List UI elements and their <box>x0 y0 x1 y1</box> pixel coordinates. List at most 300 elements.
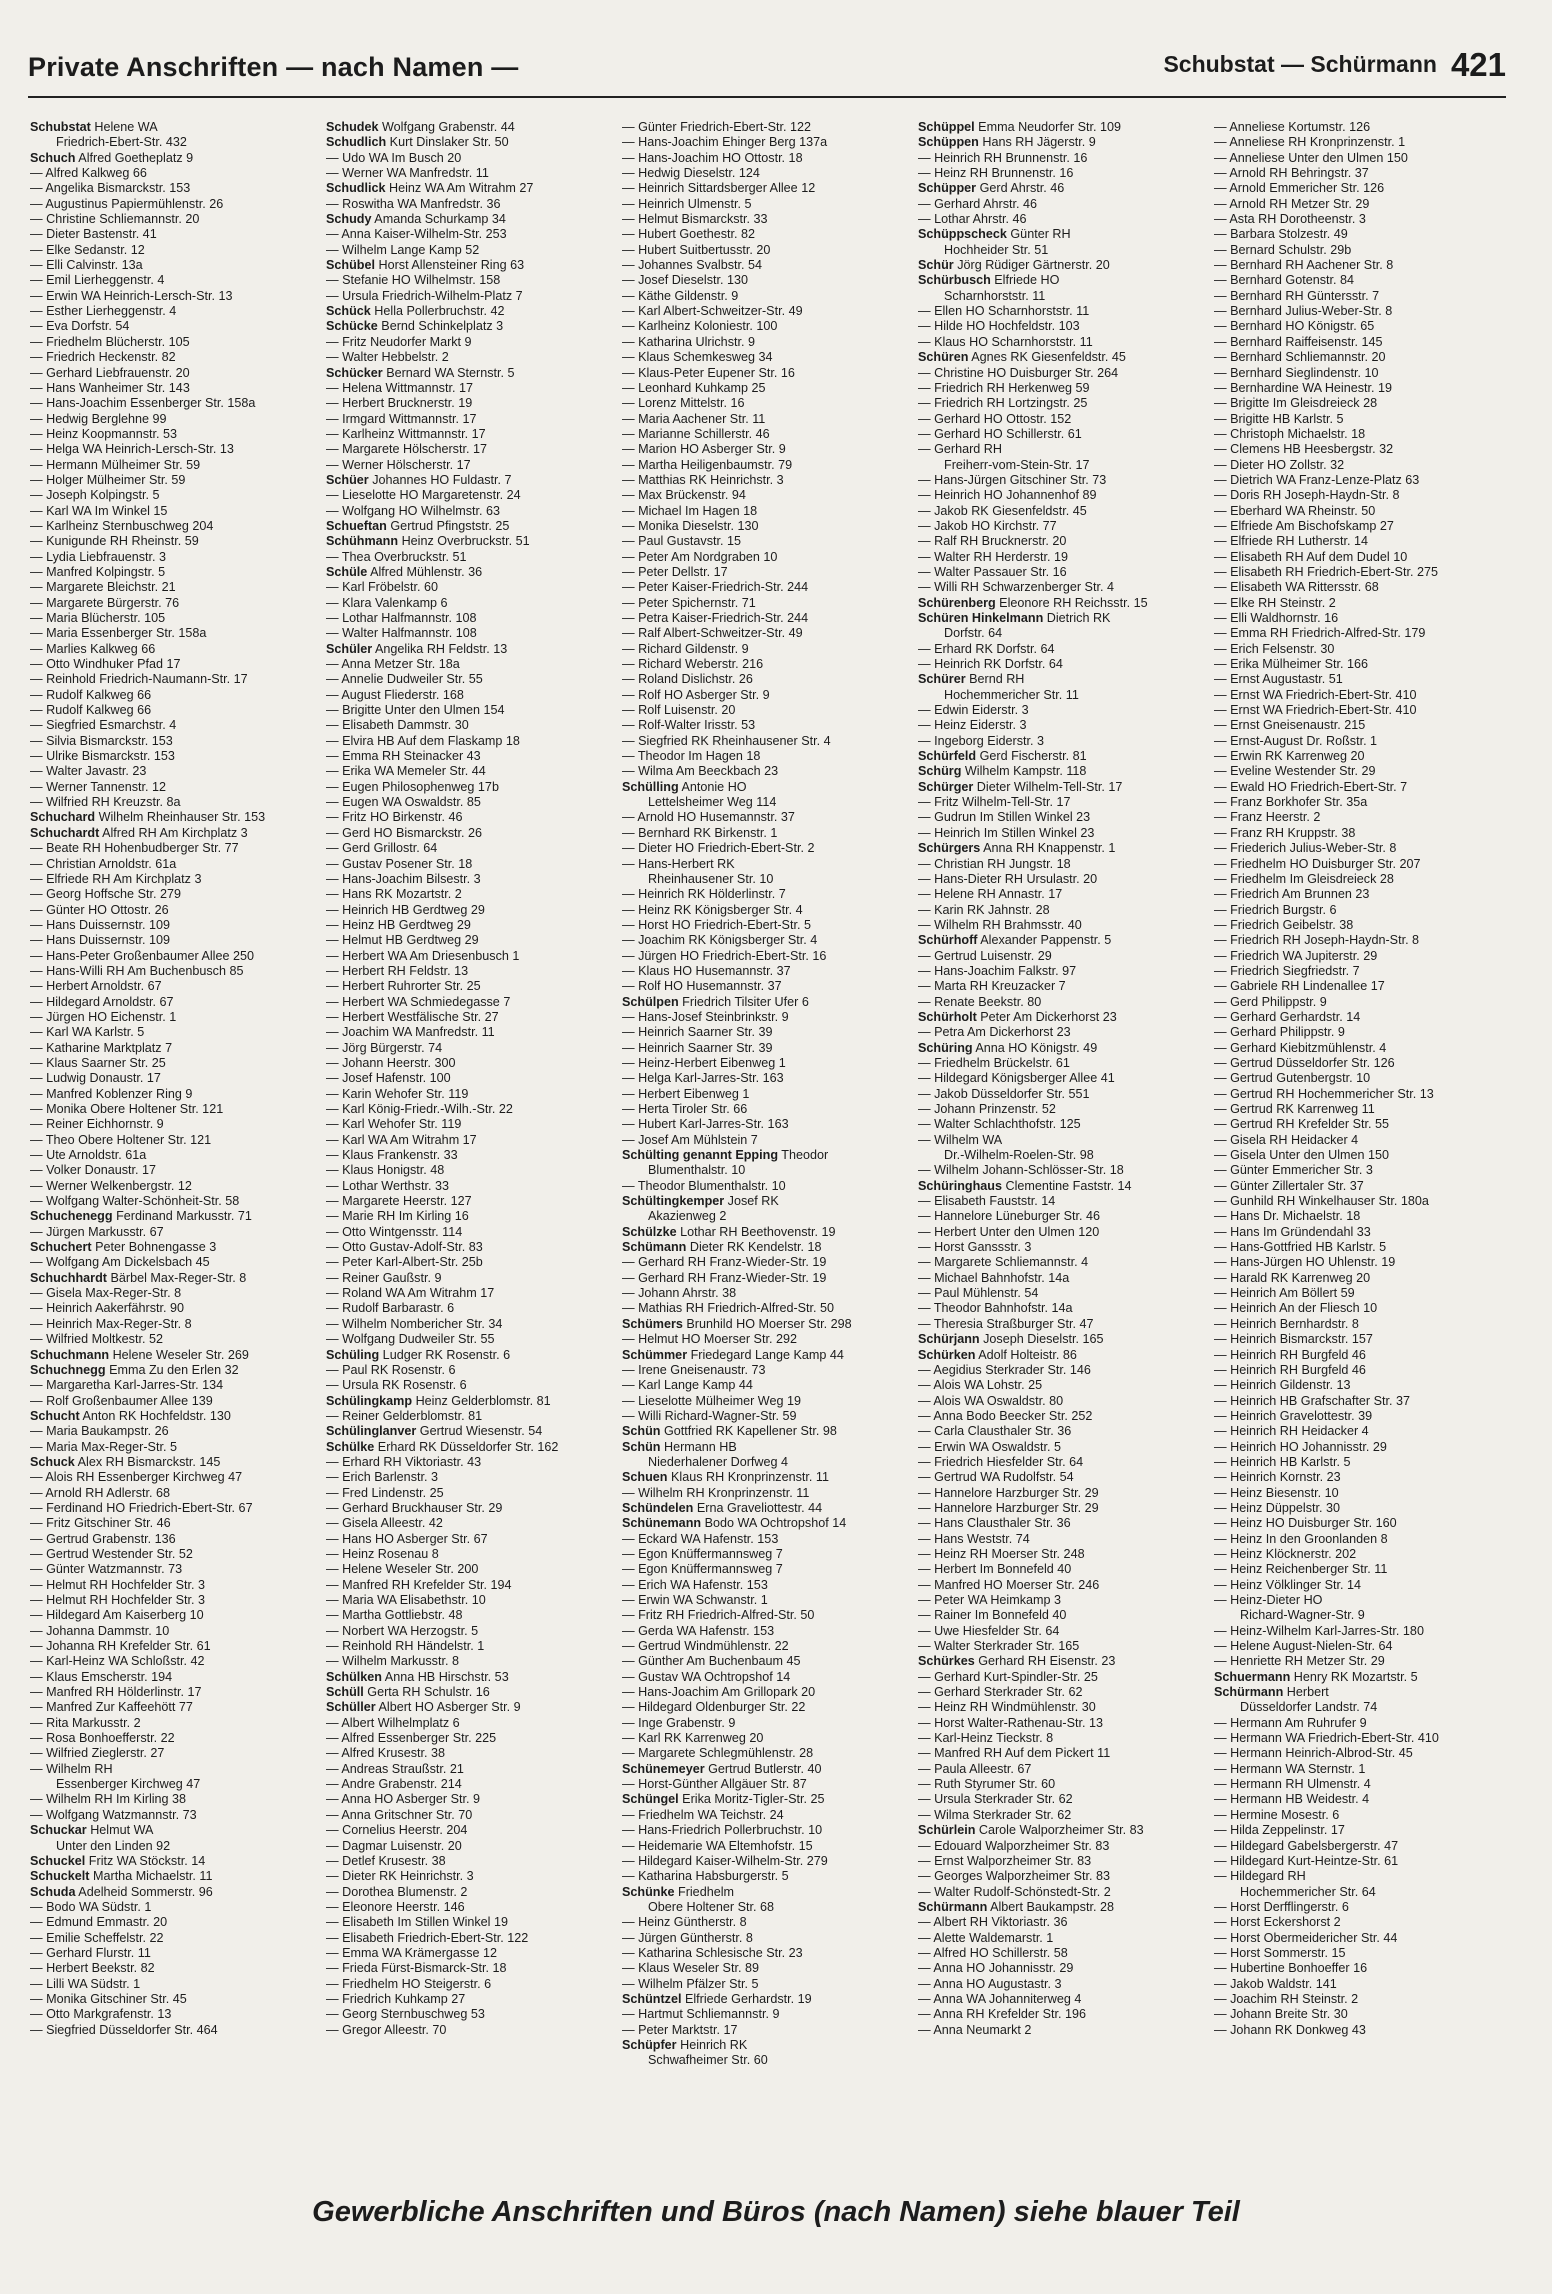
directory-entry <box>918 964 1214 979</box>
entry-text: — Friedrich RH Lortzingstr. 25 <box>918 396 1088 411</box>
entry-text: — Eva Dorfstr. 54 <box>30 319 130 334</box>
directory-entry <box>622 227 918 242</box>
entry-text: — Hans-Friedrich Pollerbruchstr. 10 <box>622 1823 823 1838</box>
directory-entry <box>326 1163 622 1178</box>
entry-text: — Hilda Zeppelinstr. 17 <box>1214 1823 1345 1838</box>
directory-entry <box>622 1025 918 1040</box>
entry-text: — Elli Calvinstr. 13a <box>30 258 143 273</box>
entry-text: — Anna Metzer Str. 18a <box>326 657 460 672</box>
entry-text: — Heinz Rosenau 8 <box>326 1546 439 1561</box>
entry-text: Erna Graveliottestr. 44 <box>693 1500 823 1515</box>
entry-text: — Walter Passauer Str. 16 <box>918 564 1067 579</box>
entry-text: — Jürgen Markusstr. 67 <box>30 1224 164 1239</box>
entry-text: Hella Pollerbruchstr. 42 <box>370 304 505 319</box>
entry-text: — Hermann HB Weidestr. 4 <box>1214 1792 1370 1807</box>
directory-entry <box>1214 1209 1510 1224</box>
directory-entry <box>326 1839 622 1854</box>
directory-entry <box>30 1409 326 1424</box>
entry-text: — Anna RH Krefelder Str. 196 <box>918 2007 1087 2022</box>
directory-entry <box>30 550 326 565</box>
entry-text: — Lieselotte HO Margaretenstr. 24 <box>326 488 521 503</box>
directory-entry <box>30 1654 326 1669</box>
entry-text: Bernd Schinkelplatz 3 <box>377 319 504 334</box>
directory-entry <box>622 1010 918 1025</box>
entry-text: — Monika Gitschiner Str. 45 <box>30 1991 187 2006</box>
entry-text: — Friedrich WA Jupiterstr. 29 <box>1214 948 1378 963</box>
entry-text: — Werner WA Manfredstr. 11 <box>326 166 489 181</box>
directory-entry <box>918 626 1214 641</box>
entry-text: — Gerhard RH Franz-Wieder-Str. 19 <box>622 1255 827 1270</box>
directory-entry <box>30 1501 326 1516</box>
entry-text: — Hubert Karl-Jarres-Str. 163 <box>622 1117 789 1132</box>
entry-text: — Erika WA Memeler Str. 44 <box>326 764 486 779</box>
entry-text: — Günther Am Buchenbaum 45 <box>622 1654 801 1669</box>
page-title: Private Anschriften — nach Namen — <box>28 52 519 82</box>
entry-text: — Udo WA Im Busch 20 <box>326 150 462 165</box>
entry-text: Helene Weseler Str. 269 <box>109 1347 249 1362</box>
entry-text: — Anna Bodo Beecker Str. 252 <box>918 1408 1093 1423</box>
directory-entry <box>622 1654 918 1669</box>
directory-entry <box>918 396 1214 411</box>
directory-entry <box>1214 181 1510 196</box>
entry-text: — Ernst Augustastr. 51 <box>1214 672 1343 687</box>
directory-entry <box>622 488 918 503</box>
entry-text: — Theresia Straßburger Str. 47 <box>918 1316 1094 1331</box>
entry-text: Heinz WA Am Witrahm 27 <box>385 181 534 196</box>
entry-text: Heinrich RK <box>676 2037 748 2052</box>
directory-entry <box>326 504 622 519</box>
directory-entry <box>918 1777 1214 1792</box>
directory-entry <box>918 1102 1214 1117</box>
entry-text: — Reinhold Friedrich-Naumann-Str. 17 <box>30 672 248 687</box>
entry-text: — Erwin WA Oswaldstr. 5 <box>918 1439 1061 1454</box>
surname: Schülinglanver <box>326 1424 417 1439</box>
directory-entry <box>30 1025 326 1040</box>
entry-text: — Wilhelm RH Im Kirling 38 <box>30 1792 187 1807</box>
directory-entry <box>30 1961 326 1976</box>
surname: Schüren Hinkelmann <box>918 611 1044 625</box>
directory-entry <box>326 1348 622 1363</box>
entry-text: — Eugen WA Oswaldstr. 85 <box>326 795 481 810</box>
entry-text: — Jörg Bürgerstr. 74 <box>326 1040 443 1055</box>
entry-text: — Arnold Emmericher Str. 126 <box>1214 181 1385 196</box>
directory-entry <box>1214 596 1510 611</box>
directory-entry <box>622 1977 918 1992</box>
directory-entry <box>326 366 622 381</box>
directory-entry <box>1214 1593 1510 1608</box>
directory-entry <box>326 688 622 703</box>
directory-entry <box>326 872 622 887</box>
directory-entry <box>30 381 326 396</box>
directory-entry <box>918 841 1214 856</box>
entry-text: Friedegard Lange Kamp 44 <box>687 1347 844 1362</box>
directory-entry <box>30 1240 326 1255</box>
entry-text: — Christian Arnoldstr. 61a <box>30 856 177 871</box>
entry-text: — Herta Tiroler Str. 66 <box>622 1102 748 1116</box>
surname: Schüppel <box>918 120 975 134</box>
directory-entry <box>1214 243 1510 258</box>
entry-text: — Lydia Liebfrauenstr. 3 <box>30 549 167 564</box>
directory-entry <box>622 319 918 334</box>
directory-entry <box>326 949 622 964</box>
directory-entry <box>30 887 326 902</box>
directory-entry <box>622 1915 918 1930</box>
directory-entry <box>1214 550 1510 565</box>
directory-entry <box>30 626 326 641</box>
directory-entry <box>622 1946 918 1961</box>
directory-entry <box>622 1839 918 1854</box>
directory-entry <box>30 918 326 933</box>
entry-text: — Wilhelm Lange Kamp 52 <box>326 242 480 257</box>
entry-text: — Margaretha Karl-Jarres-Str. 134 <box>30 1378 224 1393</box>
directory-entry <box>326 1117 622 1132</box>
entry-text: — Hans-Jürgen HO Uhlenstr. 19 <box>1214 1255 1396 1270</box>
directory-entry <box>30 1317 326 1332</box>
entry-text: — Inge Grabenstr. 9 <box>622 1715 736 1730</box>
directory-entry <box>918 826 1214 841</box>
entry-text: — Georges Walporzheimer Str. 83 <box>918 1869 1111 1884</box>
directory-entry <box>622 1869 918 1884</box>
entry-text: — Wolfgang Am Dickelsbach 45 <box>30 1255 210 1270</box>
entry-text: — Johannes Svalbstr. 54 <box>622 258 763 273</box>
surname: Schuchenegg <box>30 1209 113 1224</box>
entry-text: — Fritz Neudorfer Markt 9 <box>326 334 472 349</box>
directory-entry <box>1214 1670 1510 1685</box>
directory-entry <box>1214 1301 1510 1316</box>
directory-entry <box>30 1102 326 1117</box>
entry-text: Heinz Overbruckstr. 51 <box>398 534 530 549</box>
entry-text: — Roswitha WA Manfredstr. 36 <box>326 196 501 211</box>
directory-entry <box>30 1808 326 1823</box>
directory-entry <box>918 1547 1214 1562</box>
entry-text: — Rudolf Kalkweg 66 <box>30 703 152 718</box>
directory-entry <box>622 1854 918 1869</box>
directory-entry <box>326 1025 622 1040</box>
entry-text: — Theo Obere Holtener Str. 121 <box>30 1132 212 1147</box>
directory-entry <box>326 764 622 779</box>
directory-entry <box>622 2053 918 2068</box>
directory-entry <box>622 1516 918 1531</box>
entry-text: Herbert <box>1283 1685 1329 1700</box>
entry-text: — Werner Hölscherstr. 17 <box>326 457 471 472</box>
entry-text: — Elfriede RH Am Kirchplatz 3 <box>30 871 202 886</box>
directory-entry <box>1214 135 1510 150</box>
directory-entry <box>30 504 326 519</box>
directory-entry <box>30 1394 326 1409</box>
directory-entry <box>622 1209 918 1224</box>
entry-text: — Hilde HO Hochfeldstr. 103 <box>918 319 1080 334</box>
directory-entry <box>326 412 622 427</box>
entry-text: Emma Neudorfer Str. 109 <box>974 120 1121 134</box>
entry-text: — Marlies Kalkweg 66 <box>30 641 156 656</box>
entry-text: — Emma WA Krämergasse 12 <box>326 1945 497 1960</box>
entry-text: — Karl Fröbelstr. 60 <box>326 580 438 595</box>
directory-entry <box>326 258 622 273</box>
entry-text: — Eveline Westender Str. 29 <box>1214 764 1376 779</box>
directory-entry <box>30 304 326 319</box>
directory-entry <box>918 1839 1214 1854</box>
directory-entry <box>622 642 918 657</box>
directory-entry <box>30 565 326 580</box>
entry-text: — Norbert WA Herzogstr. 5 <box>326 1623 479 1638</box>
entry-text: — Maria WA Elisabethstr. 10 <box>326 1593 486 1607</box>
directory-entry <box>1214 1915 1510 1930</box>
directory-entry <box>622 1056 918 1071</box>
entry-text: — Erwin WA Heinrich-Lersch-Str. 13 <box>30 288 233 303</box>
entry-text: — Jakob RK Giesenfeldstr. 45 <box>918 503 1087 518</box>
entry-text: — Gertrud Düsseldorfer Str. 126 <box>1214 1055 1395 1070</box>
entry-text: — Irene Gneisenaustr. 73 <box>622 1362 766 1377</box>
entry-text: Theodor <box>778 1148 829 1163</box>
directory-entry <box>326 749 622 764</box>
directory-entry <box>918 1455 1214 1470</box>
directory-entry <box>622 1133 918 1148</box>
entry-text: — Hannelore Harzburger Str. 29 <box>918 1485 1099 1500</box>
surname: Schuermann <box>1214 1669 1291 1684</box>
surname: Schümmer <box>622 1347 688 1362</box>
directory-entry <box>30 703 326 718</box>
surname: Schuckar <box>30 1823 87 1838</box>
entry-text: — Heinrich Sittardsberger Allee 12 <box>622 181 816 196</box>
entry-text: — Anna HO Augustastr. 3 <box>918 1976 1062 1991</box>
directory-entry <box>622 412 918 427</box>
directory-entry <box>1214 1378 1510 1393</box>
directory-entry <box>326 657 622 672</box>
entry-text: — Johann Prinzenstr. 52 <box>918 1102 1056 1116</box>
entry-text: Johannes HO Fuldastr. 7 <box>368 472 512 487</box>
directory-entry <box>918 1378 1214 1393</box>
directory-entry <box>918 381 1214 396</box>
entry-text: Akazienweg 2 <box>648 1209 727 1224</box>
directory-entry <box>1214 672 1510 687</box>
entry-text: — Hans-Gottfried HB Karlstr. 5 <box>1214 1240 1387 1255</box>
entry-text: — Hannelore Harzburger Str. 29 <box>918 1500 1099 1515</box>
entry-text: — Karlheinz Wittmannstr. 17 <box>326 426 486 441</box>
entry-text: — Friederich Julius-Weber-Str. 8 <box>1214 841 1397 856</box>
entry-text: — Horst Eckershorst 2 <box>1214 1915 1341 1930</box>
directory-entry <box>918 1286 1214 1301</box>
entry-text: — Wilhelm RH <box>30 1761 113 1776</box>
entry-text: — Heinz-Herbert Eibenweg 1 <box>622 1055 786 1070</box>
directory-entry <box>30 488 326 503</box>
entry-text: — Gisela RH Heidacker 4 <box>1214 1132 1359 1147</box>
directory-entry <box>1214 1946 1510 1961</box>
directory-entry <box>622 1961 918 1976</box>
directory-entry <box>1214 1470 1510 1485</box>
directory-entry <box>622 442 918 457</box>
entry-text: — Jürgen Güntherstr. 8 <box>622 1930 753 1945</box>
directory-entry <box>622 1332 918 1347</box>
surname: Schücker <box>326 365 383 380</box>
directory-entry <box>1214 366 1510 381</box>
directory-entry <box>326 1363 622 1378</box>
directory-entry <box>918 1624 1214 1639</box>
surname: Schüntzel <box>622 1991 682 2006</box>
entry-text: — Ursula RK Rosenstr. 6 <box>326 1378 467 1393</box>
directory-entry <box>1214 427 1510 442</box>
directory-entry <box>622 1286 918 1301</box>
directory-entry <box>326 227 622 242</box>
directory-entry <box>326 166 622 181</box>
directory-entry <box>918 1762 1214 1777</box>
directory-entry <box>918 1317 1214 1332</box>
entry-text: — Heinrich Am Böllert 59 <box>1214 1286 1355 1301</box>
entry-text: — Renate Beekstr. 80 <box>918 994 1042 1009</box>
surname: Schürkes <box>918 1654 975 1669</box>
directory-entry <box>918 688 1214 703</box>
entry-text: — Siegfried Düsseldorfer Str. 464 <box>30 2022 218 2037</box>
directory-entry <box>918 1209 1214 1224</box>
surname: Schüppen <box>918 135 979 150</box>
entry-text: — Walter Javastr. 23 <box>30 764 147 779</box>
entry-text: Josef RK <box>724 1194 779 1209</box>
entry-text: — Margarete Heerstr. 127 <box>326 1194 472 1209</box>
directory-entry <box>1214 703 1510 718</box>
directory-entry <box>1214 1977 1510 1992</box>
entry-text: — Friedrich RH Herkenweg 59 <box>918 380 1090 395</box>
directory-entry <box>918 642 1214 657</box>
entry-text: — Anna HO Johannisstr. 29 <box>918 1961 1074 1976</box>
entry-text: — Maria Max-Reger-Str. 5 <box>30 1439 177 1454</box>
entry-text: Schwafheimer Str. 60 <box>648 2053 768 2068</box>
directory-entry <box>326 473 622 488</box>
entry-text: — Heinz In den Groonlanden 8 <box>1214 1531 1388 1546</box>
entry-text: — Karl-Heinz WA Schloßstr. 42 <box>30 1654 205 1669</box>
entry-text: Gerhard RH Eisenstr. 23 <box>974 1654 1116 1669</box>
directory-entry <box>1214 995 1510 1010</box>
entry-text: Erika Moritz-Tigler-Str. 25 <box>678 1792 825 1807</box>
directory-entry <box>30 396 326 411</box>
directory-entry <box>30 366 326 381</box>
entry-text: — Erich Felsenstr. 30 <box>1214 641 1335 656</box>
surname: Schürer <box>918 672 966 687</box>
directory-entry <box>622 596 918 611</box>
entry-text: — Rudolf Kalkweg 66 <box>30 687 152 702</box>
entry-text: Friedrich-Ebert-Str. 432 <box>56 135 187 150</box>
directory-entry <box>30 903 326 918</box>
entry-text: — Margarete Schliemannstr. 4 <box>918 1255 1089 1270</box>
entry-text: — Herbert Westfälische Str. 27 <box>326 1009 499 1024</box>
directory-entry <box>30 1777 326 1792</box>
directory-entry <box>30 1056 326 1071</box>
entry-text: — Helga Karl-Jarres-Str. 163 <box>622 1071 784 1086</box>
entry-text: — Ute Arnoldstr. 61a <box>30 1148 147 1163</box>
footer-note: Gewerbliche Anschriften und Büros (nach Namen) siehe blauer Teil <box>312 2196 1240 2228</box>
entry-text: — Franz Borkhofer Str. 35a <box>1214 795 1368 810</box>
entry-text: Günter RH <box>1006 227 1071 242</box>
directory-entry <box>918 1394 1214 1409</box>
entry-text: — Heinz Reichenberger Str. 11 <box>1214 1562 1388 1577</box>
entry-text: — Hermann Heinrich-Albrod-Str. 45 <box>1214 1746 1413 1761</box>
entry-text: — Erwin RK Karrenweg 20 <box>1214 749 1365 764</box>
directory-entry <box>622 626 918 641</box>
surname: Schündelen <box>622 1500 694 1515</box>
directory-entry <box>918 504 1214 519</box>
surname: Schüren <box>918 350 969 365</box>
directory-entry <box>622 1363 918 1378</box>
directory-entry <box>918 903 1214 918</box>
entry-text: — Gertrud Westender Str. 52 <box>30 1546 193 1561</box>
entry-text: — Ralf RH Brucknerstr. 20 <box>918 534 1067 549</box>
directory-entry <box>30 1792 326 1807</box>
directory-entry <box>30 780 326 795</box>
surname: Schübel <box>326 258 375 273</box>
entry-text: — Hans-Joachim Ehinger Berg 137a <box>622 135 828 150</box>
entry-text: — Richard Gildenstr. 9 <box>622 641 749 656</box>
directory-entry <box>1214 442 1510 457</box>
entry-text: — Walter Hebbelstr. 2 <box>326 350 449 365</box>
directory-entry <box>326 672 622 687</box>
entry-text: — Manfred RH Hölderlinstr. 17 <box>30 1685 202 1700</box>
entry-text: — Hans-Joachim Am Grillopark 20 <box>622 1685 816 1700</box>
directory-entry <box>30 319 326 334</box>
entry-text: — Emil Lierheggenstr. 4 <box>30 273 165 288</box>
entry-text: Albert HO Asberger Str. 9 <box>375 1700 521 1715</box>
entry-text: — Hans-Peter Großenbaumer Allee 250 <box>30 948 254 963</box>
entry-text: — Wilhelm WA <box>918 1132 1003 1147</box>
entry-text: — Hans RK Mozartstr. 2 <box>326 887 462 902</box>
directory-entry <box>918 534 1214 549</box>
entry-text: — Michael Bahnhofstr. 14a <box>918 1270 1070 1285</box>
directory-entry <box>1214 1071 1510 1086</box>
directory-entry <box>326 1225 622 1240</box>
entry-text: — Peter Karl-Albert-Str. 25b <box>326 1255 483 1270</box>
directory-entry <box>622 1455 918 1470</box>
entry-text: — Günter Watzmannstr. 73 <box>30 1562 183 1577</box>
directory-entry <box>30 1163 326 1178</box>
directory-entry <box>918 1562 1214 1577</box>
entry-text: — Walter Schlachthofstr. 125 <box>918 1117 1081 1132</box>
entry-text: Obere Holtener Str. 68 <box>648 1899 775 1914</box>
directory-entry <box>918 857 1214 872</box>
directory-entry <box>30 841 326 856</box>
entry-text: — Gertrud RH Hochemmericher Str. 13 <box>1214 1086 1434 1101</box>
directory-entry <box>622 1117 918 1132</box>
entry-text: — Christian RH Jungstr. 18 <box>918 856 1071 871</box>
entry-text: — Reiner Gaußstr. 9 <box>326 1270 442 1285</box>
surname: Schuckel <box>30 1853 86 1868</box>
entry-text: — Gerd HO Bismarckstr. 26 <box>326 825 483 840</box>
directory-entry <box>326 1685 622 1700</box>
directory-entry <box>326 795 622 810</box>
entry-text: — Otto Gustav-Adolf-Str. 83 <box>326 1240 483 1255</box>
directory-entry <box>1214 120 1510 135</box>
entry-text: — Eleonore Heerstr. 146 <box>326 1899 465 1914</box>
directory-entry <box>326 120 622 135</box>
directory-entry <box>918 1409 1214 1424</box>
entry-text: Kurt Dinslaker Str. 50 <box>386 135 509 150</box>
entry-text: — Hans-Joachim Bilsestr. 3 <box>326 871 481 886</box>
directory-entry <box>918 810 1214 825</box>
directory-entry <box>30 442 326 457</box>
entry-text: — Elisabeth Dammstr. 30 <box>326 718 469 733</box>
directory-entry <box>918 2007 1214 2022</box>
directory-entry <box>918 764 1214 779</box>
directory-entry <box>1214 626 1510 641</box>
entry-text: — Hildegard RH <box>1214 1869 1306 1884</box>
entry-text: — Herbert Arnoldstr. 67 <box>30 979 162 994</box>
surname: Schürhoff <box>918 933 978 948</box>
directory-entry <box>622 2038 918 2053</box>
entry-text: — Margarete Bürgerstr. 76 <box>30 595 180 610</box>
directory-entry <box>918 1532 1214 1547</box>
entry-text: — Gertrud Windmühlenstr. 22 <box>622 1639 789 1654</box>
directory-entry <box>1214 1562 1510 1577</box>
directory-entry <box>1214 611 1510 626</box>
entry-text: — Karl RK Karrenweg 20 <box>622 1731 764 1746</box>
directory-entry <box>1214 1532 1510 1547</box>
entry-text: Albert Baukampstr. 28 <box>987 1899 1114 1914</box>
